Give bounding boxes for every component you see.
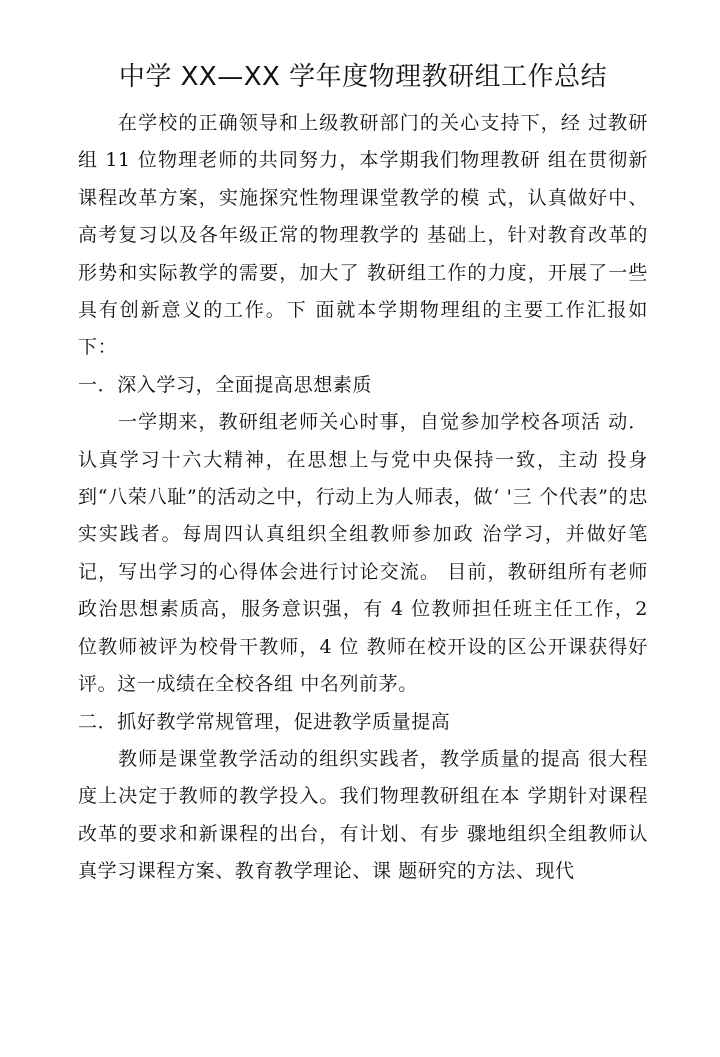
intro-paragraph: 在学校的正确领导和上级教研部门的关心支持下，经 过教研组 11 位物理老师的共同努力，本学期我们物理教研 组在贯彻新课程改革方案，实施探究性物理课堂教学的模 式，认真做好中、高考复习以及各年级正常的物理教学的 基础上，针对教育改革的形势和实际教学的需要，加大了 教研组工作的力度，开展了一些具有创新意义的工作。下 面就本学期物理组的主要工作汇报如下： (78, 112, 648, 359)
section-1-heading: 一．深入学习，全面提高思想素质 (78, 373, 373, 396)
section-2-heading: 二．抓好教学常规管理，促进教学质量提高 (78, 710, 451, 733)
section-1-body: 一学期来，教研组老师关心时事，自觉参加学校各项活 动．认真学习十六大精神，在思想上与党中央保持一致，主动 投身到“八荣八耻”的活动之中，行动上为人师表，做‘ '三 个代表”的忠实实践者。每周四认真组织全组教师参加政 治学习，并做好笔记，写出学习的心得体会进行讨论交流。 目前，教研组所有老师政治思想素质高，服务意识强，有 4 位教师担任班主任工作，2 位教师被评为校骨干教师，4 位 教师在校开设的区公开课获得好评。这一成绩在全校各组 中名列前茅。 (78, 411, 648, 696)
section-2-body: 教师是课堂教学活动的组织实践者，教学质量的提高 很大程度上决定于教师的教学投入。我们物理教研组在本 学期针对课程改革的要求和新课程的出台，有计划、有步 骤地组织全组教师认真学习课程方案、教育教学理论、课 题研究的方法、现代 (78, 747, 648, 883)
document-page (78, 55, 648, 891)
document-title: 中学 XX—XX 学年度物理教研组工作总结 (118, 62, 608, 92)
